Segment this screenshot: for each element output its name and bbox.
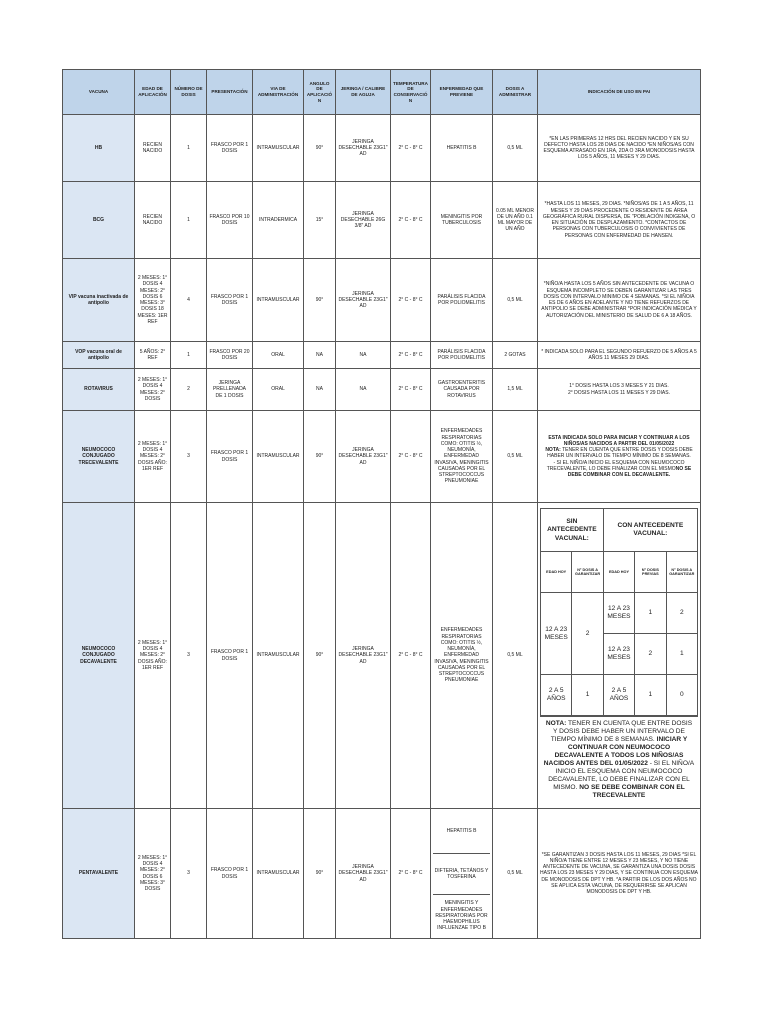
presentacion: JERINGA PRELLENADA DE 1 DOSIS [207, 369, 253, 411]
angulo: 90° [304, 503, 336, 809]
table-row-pentavalente [63, 809, 701, 939]
enfermedad: MENINGITIS POR TUBERCULOSIS [431, 182, 493, 259]
header-indicacion: INDICACIÓN DE USO EN PAI [538, 70, 701, 115]
antecedente-subtable [540, 508, 698, 716]
angulo: 90° [304, 809, 336, 939]
presentacion: FRASCO POR 1 DOSIS [207, 503, 253, 809]
cell-edad: 12 A 23 MESES [541, 593, 572, 675]
vacuna-name: ROTAVIRUS [63, 369, 135, 411]
numero-dosis: 3 [171, 503, 207, 809]
header-jeringa: JERINGA / CALIBRE DE AGUJA [336, 70, 391, 115]
col-edad-hoy: EDAD HOY [603, 552, 634, 593]
numero-dosis: 3 [171, 809, 207, 939]
sin-antecedente-header: SIN ANTECEDENTE VACUNAL: [541, 509, 604, 552]
presentacion: FRASCO POR 20 DOSIS [207, 342, 253, 369]
indicacion: *SE GARANTIZAN 3 DOSIS HASTA LOS 11 MESES, 29 DIAS *SI EL NIÑO/A TIENE ENTRE 12 MESES Y 23 MESES, Y NO TIENE ANTECEDENTE DE VACUNA, SE GARANTIZA UNA DOSIS DOSIS HASTA LOS 23 MESES Y 29 DIAS, Y SE CONTINUA CON ESQUEMA DE MONODOSIS DE DPT Y HB. *A PARTIR DE LOS DOS AÑOS NO SE APLICA ESTA VACUNA, DE REQUERIRSE SE APLICAN MONODOSIS DE DPT Y HB. [538, 809, 701, 939]
col-dosis-previas: N° DOSIS PREVIAS [635, 552, 666, 593]
presentacion: FRASCO POR 10 DOSIS [207, 182, 253, 259]
numero-dosis: 1 [171, 342, 207, 369]
edad-aplicacion: 2 MESES: 1° DOSIS 4 MESES: 2° DOSIS 6 MESES: 3° DOSIS 18 MESES: 1ER REF [135, 259, 171, 342]
indicacion [538, 411, 701, 503]
header-vacuna: VACUNA [63, 70, 135, 115]
edad-aplicacion: 2 MESES: 1° DOSIS 4 MESES: 2° DOSIS [135, 369, 171, 411]
nota-bold: INICIAR Y CONTINUAR CON NEUMOCOCO DECAVALENTE A TODOS LOS NIÑOS/AS NACIDOS ANTES DEL 01/05/2022 [543, 736, 688, 767]
indicacion-line: 1° DOSIS HASTA LOS 3 MESES Y 21 DIAS. [569, 383, 669, 390]
col-dosis-garantizar: N° DOSIS A GARANTIZAR [572, 552, 603, 593]
table-row-vip [63, 259, 701, 342]
enfermedad-item: HEPATITIS B [433, 810, 490, 854]
temperatura: 2° C - 8° C [391, 259, 431, 342]
vaccine-schedule-table [62, 69, 701, 939]
indicacion [538, 503, 701, 809]
vacuna-name: VOP vacuna oral de antipolio [63, 342, 135, 369]
angulo: 15° [304, 182, 336, 259]
temperatura: 2° C - 8° C [391, 342, 431, 369]
indicacion: *NIÑO/A HASTA LOS 5 AÑOS SIN ANTECEDENTE DE VACUNA O ESQUEMA INCOMPLETO SE DEBEN GARANTIZAR LAS TRES DOSIS CON INTERVALO MINIMO DE 4 SEMANAS. *SI EL NIÑO/A ES DE 6 AÑOS EN ADELANTE Y NO TIENE REFUERZOS DE ANTIPOLIO SE DEBE ADMINISTRAR *POR INDICACIÓN MÉDICA Y AUTORIZACIÓN DEL MINISTERIO DE SALUD DE 6 A 18 AÑOS. [538, 259, 701, 342]
via-administracion: INTRADERMICA [253, 182, 304, 259]
vacuna-name: NEUMOCOCO CONJUGADO DECAVALENTE [63, 503, 135, 809]
enfermedad-item: DIFTERIA, TETÁNOS Y TOSFERINA [433, 854, 490, 895]
via-administracion: INTRAMUSCULAR [253, 503, 304, 809]
presentacion: FRASCO POR 1 DOSIS [207, 115, 253, 182]
jeringa: NA [336, 369, 391, 411]
vacuna-name: PENTAVALENTE [63, 809, 135, 939]
numero-dosis: 3 [171, 411, 207, 503]
dosis: 0,5 ML [493, 809, 538, 939]
edad-aplicacion: 2 MESES: 1° DOSIS 4 MESES: 2° DOSIS AÑO: 1ER REF [135, 503, 171, 809]
cell-garantizar: 2 [666, 593, 697, 634]
enfermedad: ENFERMEDADES RESPIRATORIAS COMO: OTITIS ½, NEUMONÍA, ENFERMEDAD INVASIVA, MENINGITIS CAUSADAS POR EL STREPTOCOCCUS PNEUMONIAE [431, 503, 493, 809]
via-administracion: INTRAMUSCULAR [253, 259, 304, 342]
header-dosis: DOSIS A ADMINISTRAR [493, 70, 538, 115]
temperatura: 2° C - 8° C [391, 809, 431, 939]
header-temperatura: TEMPERATURA DE CONSERVACIÓN [391, 70, 431, 115]
numero-dosis: 2 [171, 369, 207, 411]
header-via: VIA DE ADMINISTRACIÓN [253, 70, 304, 115]
temperatura: 2° C - 8° C [391, 115, 431, 182]
cell-edad: 2 A 5 AÑOS [541, 675, 572, 716]
via-administracion: INTRAMUSCULAR [253, 411, 304, 503]
presentacion: FRASCO POR 1 DOSIS [207, 809, 253, 939]
jeringa: JERINGA DESECHABLE 23G1" AD [336, 809, 391, 939]
indicacion-line: 2° DOSIS HASTA LOS 11 MESES Y 29 DIAS. [568, 389, 670, 396]
header-edad: EDAD DE APLICACIÓN [135, 70, 171, 115]
dosis: 0,5 ML [493, 259, 538, 342]
dosis: 0,5 ML [493, 411, 538, 503]
indicacion [538, 369, 701, 411]
indicacion-nota [540, 447, 698, 460]
enfermedad: PARÁLISIS FLACIDA POR POLIOMELITIS [431, 259, 493, 342]
table-row-vop [63, 342, 701, 369]
temperatura: 2° C - 8° C [391, 369, 431, 411]
temperatura: 2° C - 8° C [391, 411, 431, 503]
table-row-bcg [63, 182, 701, 259]
dosis: 0,5 ML [493, 503, 538, 809]
vacuna-name: HB [63, 115, 135, 182]
angulo: 90° [304, 259, 336, 342]
table-row-neumococo-trecevalente [63, 411, 701, 503]
nota-label: NOTA: [545, 447, 561, 454]
indicacion: *HASTA LOS 11 MESES, 29 DIAS. *NIÑOS/AS DE 1 A 5 AÑOS, 11 MESES Y 29 DIAS PROCEDENTE O RESIDENTE DE ÁREA GEOGRÁFICA RURAL DISPERSA, DE "POBLACIÓN INDIGENA, O EN SITUACIÓN DE DESPLAZAMIENTO. *CONTACTOS DE PERSONAS CON TUBERCULOSIS O CONVIVIENTES DE PERSONAS CON ENFERMEDAD DE HANSEN. [538, 182, 701, 259]
rule-text: - SI EL NIÑO/A INICIO EL ESQUEMA CON NEUMOCOCO TRECEVALENTE, LO DEBE FINALIZAR CON EL MISMO [546, 459, 685, 472]
temperatura: 2° C - 8° C [391, 503, 431, 809]
rule-bold: NO SE DEBE COMBINAR CON EL DECAVALENTE. [567, 465, 692, 479]
cell-garantizar: 1 [666, 634, 697, 675]
cell-previas: 1 [635, 593, 666, 634]
presentacion: FRASCO POR 1 DOSIS [207, 411, 253, 503]
edad-aplicacion: RECIEN NACIDO [135, 115, 171, 182]
con-antecedente-header: CON ANTECEDENTE VACUNAL: [603, 509, 697, 552]
header-presentacion: PRESENTACIÓN [207, 70, 253, 115]
angulo: NA [304, 342, 336, 369]
jeringa: JERINGA DESECHABLE 23G1" AD [336, 411, 391, 503]
table-row-hb [63, 115, 701, 182]
indicacion: * INDICADA SOLO PARA EL SEGUNDO REFUERZO DE 5 AÑOS A 5 AÑOS 11 MESES 29 DIAS. [538, 342, 701, 369]
edad-aplicacion: 5 AÑOS: 2° REF [135, 342, 171, 369]
dosis: 1,5 ML [493, 369, 538, 411]
jeringa: JERINGA DESECHABLE 23G1" AD [336, 503, 391, 809]
enfermedad: PARÁLISIS FLACIDA POR POLIOMELITIS [431, 342, 493, 369]
header-enfermedad: ENFERMEDAD QUE PREVIENE [431, 70, 493, 115]
vacuna-name: VIP vacuna inactivada de antipolio [63, 259, 135, 342]
table-row-rotavirus [63, 369, 701, 411]
cell-previas: 2 [635, 634, 666, 675]
enfermedad: HEPATITIS B [431, 115, 493, 182]
cell-edad: 2 A 5 AÑOS [603, 675, 634, 716]
jeringa: JERINGA DESECHABLE 23G1" AD [336, 115, 391, 182]
header-numero: NÚMERO DE DOSIS [171, 70, 207, 115]
nota-label: NOTA: [545, 720, 567, 728]
vacuna-name: NEUMOCOCO CONJUGADO TRECEVALENTE [63, 411, 135, 503]
nota-text: TENER EN CUENTA QUE ENTRE DOSIS Y DOSIS DEBE HABER UN INTERVALO DE TIEMPO MÍNIMO DE 8 SEMANAS. [550, 720, 693, 744]
table-header-row [63, 70, 701, 115]
indicacion: *EN LAS PRIMERAS 12 HRS DEL RECIEN NACIDO Y EN SU DEFECTO HASTA LOS 28 DIAS DE NACIDO *EN NIÑOS/AS CON ESQUEMA ATRASADO EN 1RA, 2DA O 3RA MONODOSIS HASTA LOS 5 AÑOS, 11 MESES Y 29 DIAS. [538, 115, 701, 182]
col-edad-hoy: EDAD HOY [541, 552, 572, 593]
edad-aplicacion: 2 MESES: 1° DOSIS 4 MESES: 2° DOSIS AÑO: 1ER REF [135, 411, 171, 503]
header-angulo: ANGULO DE APLICACIÓN [304, 70, 336, 115]
numero-dosis: 1 [171, 115, 207, 182]
rule-text: - SI EL NIÑO/A INICIO EL ESQUEMA CON NEUMOCOCO DECAVALENTE, LO DEBE FINALIZAR CON EL MISMO. [548, 760, 695, 791]
angulo: NA [304, 369, 336, 411]
rule-bold: NO SE DEBE COMBINAR CON EL TRECEVALENTE [579, 783, 685, 799]
numero-dosis: 1 [171, 182, 207, 259]
nota-text: TENER EN CUENTA QUE ENTRE DOSIS Y DOSIS DEBE HABER UN INTERVALO DE TIEMPO MÍNIMO DE 8 SEMANAS. [547, 447, 693, 460]
temperatura: 2° C - 8° C [391, 182, 431, 259]
via-administracion: INTRAMUSCULAR [253, 809, 304, 939]
edad-aplicacion: RECIEN NACIDO [135, 182, 171, 259]
cell-edad: 12 A 23 MESES [603, 634, 634, 675]
via-administracion: ORAL [253, 369, 304, 411]
presentacion: FRASCO POR 1 DOSIS [207, 259, 253, 342]
decavalente-nota [540, 716, 698, 802]
indicacion-rule [540, 460, 698, 479]
jeringa: JERINGA DESECHABLE 26G 3/8" AD [336, 182, 391, 259]
enfermedad: GASTROENTERITIS CAUSADA POR ROTAVIRUS [431, 369, 493, 411]
enfermedad: ENFERMEDADES RESPIRATORIAS COMO: OTITIS ½, NEUMONÍA, ENFERMEDAD INVASIVA, MENINGITIS CAUSADAS POR EL STREPTOCOCCUS PNEUMONIAE [431, 411, 493, 503]
cell-edad: 12 A 23 MESES [603, 593, 634, 634]
jeringa: NA [336, 342, 391, 369]
cell-garantizar: 2 [572, 593, 603, 675]
cell-previas: 1 [635, 675, 666, 716]
angulo: 90° [304, 115, 336, 182]
cell-garantizar: 1 [572, 675, 603, 716]
numero-dosis: 4 [171, 259, 207, 342]
cell-garantizar: 0 [666, 675, 697, 716]
table-row-neumococo-decavalente [63, 503, 701, 809]
dosis: 0.05 ML MENOR DE UN AÑO 0.1 ML MAYOR DE UN AÑO [493, 182, 538, 259]
jeringa: JERINGA DESECHABLE 23G1" AD [336, 259, 391, 342]
dosis: 0,5 ML [493, 115, 538, 182]
enfermedad [431, 809, 493, 939]
via-administracion: ORAL [253, 342, 304, 369]
edad-aplicacion: 2 MESES: 1° DOSIS 4 MESES: 2° DOSIS 6 MESES: 3° DOSIS [135, 809, 171, 939]
angulo: 90° [304, 411, 336, 503]
col-dosis-garantizar: N° DOSIS A GARANTIZAR [666, 552, 697, 593]
via-administracion: INTRAMUSCULAR [253, 115, 304, 182]
dosis: 2 GOTAS [493, 342, 538, 369]
vacuna-name: BCG [63, 182, 135, 259]
enfermedad-item: MENINGITIS Y ENFERMEDADES RESPIRATORIAS POR HAEMOPHILUS INFLUENZAE TIPO B [435, 900, 488, 932]
indicacion-bold: ESTA INDICADA SOLO PARA INICIAR Y CONTINUAR A LOS NIÑOS/AS NACIDOS A PARTIR DEL 01/05/2022 [548, 434, 690, 447]
